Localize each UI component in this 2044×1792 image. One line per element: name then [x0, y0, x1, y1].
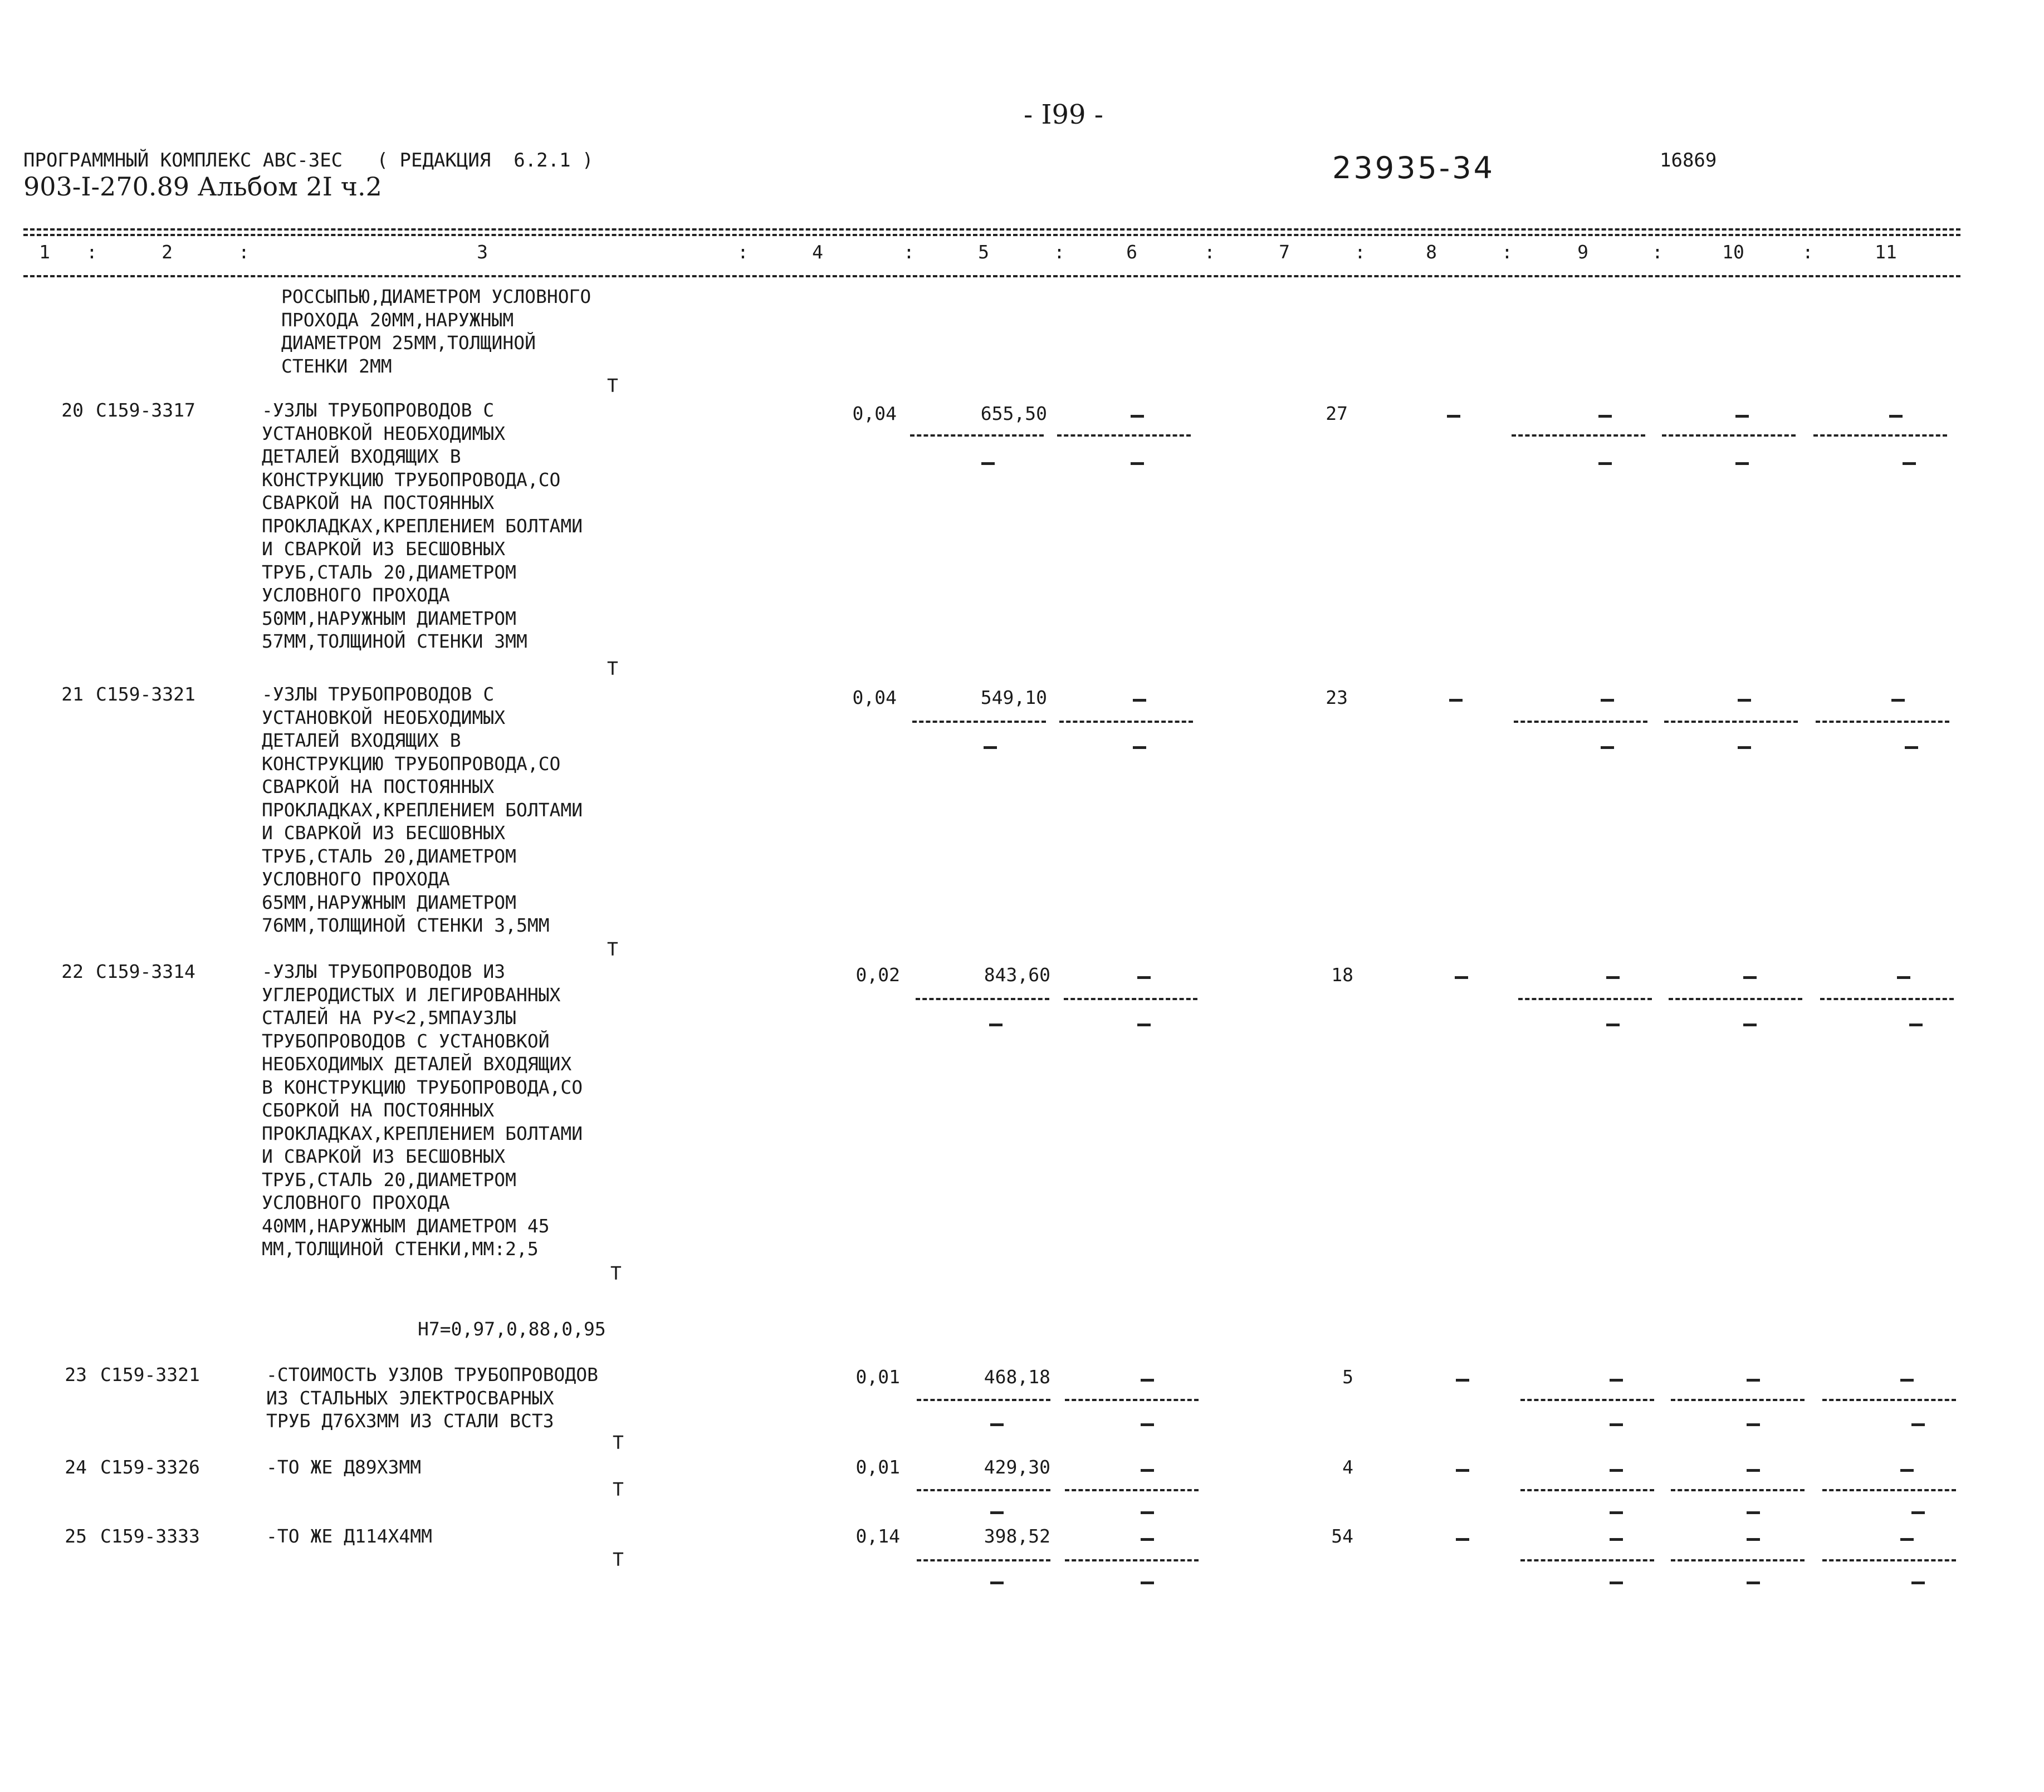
row-number: 23	[65, 1364, 87, 1385]
program-title: ПРОГРАММНЫЙ КОМПЛЕКС АВС-ЗЕС ( РЕДАКЦИЯ 6.2.1 )	[23, 149, 594, 172]
row-number: 24	[65, 1456, 87, 1478]
unit-marker: Т	[613, 1478, 624, 1500]
page-number: - I99 -	[1024, 99, 1103, 130]
empty-value	[1747, 1379, 1760, 1382]
empty-value	[1447, 415, 1460, 418]
row-quantity: 0,04	[852, 687, 897, 708]
subtotal-rule	[1664, 721, 1798, 723]
empty-value	[1610, 1511, 1623, 1514]
row-quantity: 0,01	[855, 1456, 900, 1478]
row-code: С159-3333	[100, 1525, 200, 1547]
row-col7: 54	[1331, 1525, 1353, 1547]
empty-value	[989, 1024, 1003, 1026]
empty-value	[1141, 1469, 1154, 1472]
row-code: С159-3314	[96, 961, 195, 982]
subtotal-rule	[1822, 1559, 1956, 1561]
subtotal-rule	[1671, 1489, 1805, 1491]
empty-value	[1610, 1582, 1623, 1584]
empty-value	[1141, 1511, 1154, 1514]
column-header: 7	[1279, 241, 1290, 263]
column-header: 2	[162, 241, 173, 263]
subtotal-rule	[1518, 998, 1652, 1000]
coefficients-line: Н7=0,97,0,88,0,95	[418, 1318, 606, 1340]
row-description: -ТО ЖЕ Д114Х4ММ	[266, 1525, 433, 1547]
subtotal-rule	[1057, 434, 1191, 437]
unit-marker: Т	[610, 1262, 622, 1284]
row-price: 549,10	[980, 687, 1047, 708]
row-code: С159-3317	[96, 399, 195, 421]
empty-value	[1601, 746, 1614, 749]
document-code: 23935-34	[1332, 150, 1495, 185]
empty-value	[1133, 699, 1146, 702]
empty-value	[1137, 976, 1151, 979]
row-number: 22	[61, 961, 84, 982]
empty-value	[1735, 415, 1749, 418]
empty-value	[1610, 1423, 1623, 1426]
empty-value	[1900, 1469, 1914, 1472]
column-header: 6	[1126, 241, 1137, 263]
empty-value	[1141, 1582, 1154, 1584]
column-separator: :	[737, 241, 749, 263]
row-quantity: 0,14	[855, 1525, 900, 1547]
subtotal-rule	[917, 1489, 1050, 1491]
unit-marker: Т	[607, 938, 618, 960]
subtotal-rule	[917, 1399, 1050, 1401]
subtotal-rule	[1064, 998, 1197, 1000]
empty-value	[1738, 699, 1751, 702]
column-header: 10	[1722, 241, 1744, 263]
subtotal-rule	[1514, 721, 1647, 723]
empty-value	[1747, 1469, 1760, 1472]
subtotal-rule	[1813, 434, 1947, 437]
column-header: 11	[1875, 241, 1897, 263]
empty-value	[1456, 1469, 1469, 1472]
row-quantity: 0,04	[852, 403, 897, 424]
header-rule-top-2	[23, 234, 1960, 236]
subtotal-rule	[1671, 1559, 1805, 1561]
row-description: -УЗЛЫ ТРУБОПРОВОДОВ С УСТАНОВКОЙ НЕОБХОДИМЫХ ДЕТАЛЕЙ ВХОДЯЩИХ В КОНСТРУКЦИЮ ТРУБОПРОВОДА,СО СВАРКОЙ НА ПОСТОЯННЫХ ПРОКЛАДКАХ,КРЕПЛЕНИЕМ БОЛТАМИ И СВАРКОЙ ИЗ БЕСШОВНЫХ ТРУБ,СТАЛЬ 20,ДИАМЕТРОМ УСЛОВНОГО ПРОХОДА 50ММ,НАРУЖНЫМ ДИАМЕТРОМ 57ММ,ТОЛЩИНОЙ СТЕНКИ 3ММ	[262, 399, 583, 652]
subtotal-rule	[1065, 1399, 1199, 1401]
empty-value	[1131, 462, 1144, 465]
empty-value	[1747, 1423, 1760, 1426]
empty-value	[1141, 1379, 1154, 1382]
empty-value	[990, 1582, 1004, 1584]
subtotal-rule	[1059, 721, 1193, 723]
column-header: 4	[812, 241, 823, 263]
empty-value	[1738, 746, 1751, 749]
row-col7: 18	[1331, 964, 1353, 986]
column-header: 8	[1426, 241, 1437, 263]
empty-value	[1903, 462, 1916, 465]
subtotal-rule	[1662, 434, 1796, 437]
column-header: 9	[1577, 241, 1588, 263]
row-description: -УЗЛЫ ТРУБОПРОВОДОВ С УСТАНОВКОЙ НЕОБХОДИМЫХ ДЕТАЛЕЙ ВХОДЯЩИХ В КОНСТРУКЦИЮ ТРУБОПРОВОДА,СО СВАРКОЙ НА ПОСТОЯННЫХ ПРОКЛАДКАХ,КРЕПЛЕНИЕМ БОЛТАМИ И СВАРКОЙ ИЗ БЕСШОВНЫХ ТРУБ,СТАЛЬ 20,ДИАМЕТРОМ УСЛОВНОГО ПРОХОДА 65ММ,НАРУЖНЫМ ДИАМЕТРОМ 76ММ,ТОЛЩИНОЙ СТЕНКИ 3,5ММ	[262, 683, 583, 936]
empty-value	[1889, 415, 1903, 418]
subtotal-rule	[916, 998, 1049, 1000]
empty-value	[1911, 1582, 1925, 1584]
row-col7: 4	[1342, 1456, 1353, 1478]
document-number: 16869	[1660, 149, 1717, 172]
row-col7: 23	[1326, 687, 1348, 708]
empty-value	[990, 1511, 1004, 1514]
column-separator: :	[1054, 241, 1065, 263]
row-number: 25	[65, 1525, 87, 1547]
column-header: 3	[477, 241, 488, 263]
column-separator: :	[86, 241, 97, 263]
row-code: С159-3326	[100, 1456, 200, 1478]
unit-marker: Т	[607, 375, 618, 396]
row-price: 429,30	[984, 1456, 1050, 1478]
empty-value	[1610, 1538, 1623, 1541]
column-separator: :	[1652, 241, 1663, 263]
row-col7: 5	[1342, 1366, 1353, 1388]
subtotal-rule	[1512, 434, 1645, 437]
row-description: -СТОИМОСТЬ УЗЛОВ ТРУБОПРОВОДОВ ИЗ СТАЛЬНЫХ ЭЛЕКТРОСВАРНЫХ ТРУБ Д76Х3ММ ИЗ СТАЛИ ВСТ3	[266, 1364, 599, 1432]
row-description: -ТО ЖЕ Д89Х3ММ	[266, 1456, 422, 1478]
empty-value	[990, 1423, 1004, 1426]
subtotal-rule	[1520, 1399, 1654, 1401]
empty-value	[1606, 976, 1620, 979]
continuation-description: РОССЫПЬЮ,ДИАМЕТРОМ УСЛОВНОГО ПРОХОДА 20ММ,НАРУЖНЫМ ДИАМЕТРОМ 25ММ,ТОЛЩИНОЙ СТЕНКИ 2ММ	[281, 286, 591, 377]
empty-value	[1891, 699, 1905, 702]
empty-value	[1743, 1024, 1757, 1026]
row-number: 21	[61, 683, 84, 705]
empty-value	[1449, 699, 1463, 702]
subtotal-rule	[1669, 998, 1802, 1000]
empty-value	[1897, 976, 1910, 979]
subtotal-rule	[912, 721, 1046, 723]
subtotal-rule	[1520, 1559, 1654, 1561]
unit-marker: Т	[613, 1432, 624, 1453]
subtotal-rule	[1822, 1399, 1956, 1401]
empty-value	[1598, 415, 1612, 418]
header-rule-top-1	[23, 228, 1960, 231]
empty-value	[1905, 746, 1918, 749]
row-price: 468,18	[984, 1366, 1050, 1388]
row-code: С159-3321	[96, 683, 195, 705]
subtotal-rule	[910, 434, 1044, 437]
header-rule-bottom	[23, 275, 1960, 277]
unit-marker: Т	[613, 1549, 624, 1570]
empty-value	[984, 746, 997, 749]
empty-value	[1133, 746, 1146, 749]
column-separator: :	[1204, 241, 1215, 263]
subtotal-rule	[1065, 1489, 1199, 1491]
empty-value	[981, 462, 995, 465]
subtotal-rule	[1816, 721, 1949, 723]
empty-value	[1598, 462, 1612, 465]
row-quantity: 0,01	[855, 1366, 900, 1388]
empty-value	[1610, 1379, 1623, 1382]
column-separator: :	[903, 241, 915, 263]
empty-value	[1601, 699, 1614, 702]
empty-value	[1743, 976, 1757, 979]
unit-marker: Т	[607, 658, 618, 679]
empty-value	[1606, 1024, 1620, 1026]
empty-value	[1747, 1582, 1760, 1584]
row-price: 843,60	[984, 964, 1050, 986]
subtotal-rule	[1671, 1399, 1805, 1401]
subtotal-rule	[1065, 1559, 1199, 1561]
empty-value	[1131, 415, 1144, 418]
column-separator: :	[1802, 241, 1813, 263]
empty-value	[1610, 1469, 1623, 1472]
row-col7: 27	[1326, 403, 1348, 424]
row-quantity: 0,02	[855, 964, 900, 986]
row-number: 20	[61, 399, 84, 421]
column-separator: :	[1354, 241, 1366, 263]
empty-value	[1747, 1538, 1760, 1541]
empty-value	[1137, 1024, 1151, 1026]
column-separator: :	[238, 241, 250, 263]
subtotal-rule	[1822, 1489, 1956, 1491]
album-title: 903-I-270.89 Альбом 2I ч.2	[23, 172, 382, 202]
column-header: 5	[978, 241, 989, 263]
empty-value	[1909, 1024, 1923, 1026]
column-header: 1	[39, 241, 50, 263]
empty-value	[1900, 1379, 1914, 1382]
empty-value	[1456, 1538, 1469, 1541]
empty-value	[1911, 1423, 1925, 1426]
empty-value	[1456, 1379, 1469, 1382]
subtotal-rule	[917, 1559, 1050, 1561]
subtotal-rule	[1820, 998, 1954, 1000]
subtotal-rule	[1520, 1489, 1654, 1491]
row-description: -УЗЛЫ ТРУБОПРОВОДОВ ИЗ УГЛЕРОДИСТЫХ И ЛЕГИРОВАННЫХ СТАЛЕЙ НА РУ<2,5МПАУЗЛЫ ТРУБОПРОВОДОВ С УСТАНОВКОЙ НЕОБХОДИМЫХ ДЕТАЛЕЙ ВХОДЯЩИХ В КОНСТРУКЦИЮ ТРУБОПРОВОДА,СО СБОРКОЙ НА ПОСТОЯННЫХ ПРОКЛАДКАХ,КРЕПЛЕНИЕМ БОЛТАМИ И СВАРКОЙ ИЗ БЕСШОВНЫХ ТРУБ,СТАЛЬ 20,ДИАМЕТРОМ УСЛОВНОГО ПРОХОДА 40ММ,НАРУЖНЫМ ДИАМЕТРОМ 45 ММ,ТОЛЩИНОЙ СТЕНКИ,ММ:2,5	[262, 961, 583, 1260]
column-separator: :	[1502, 241, 1513, 263]
empty-value	[1141, 1423, 1154, 1426]
row-code: С159-3321	[100, 1364, 200, 1385]
empty-value	[1911, 1511, 1925, 1514]
empty-value	[1900, 1538, 1914, 1541]
empty-value	[1747, 1511, 1760, 1514]
empty-value	[1735, 462, 1749, 465]
empty-value	[1141, 1538, 1154, 1541]
empty-value	[1455, 976, 1468, 979]
row-price: 655,50	[980, 403, 1047, 424]
row-price: 398,52	[984, 1525, 1050, 1547]
